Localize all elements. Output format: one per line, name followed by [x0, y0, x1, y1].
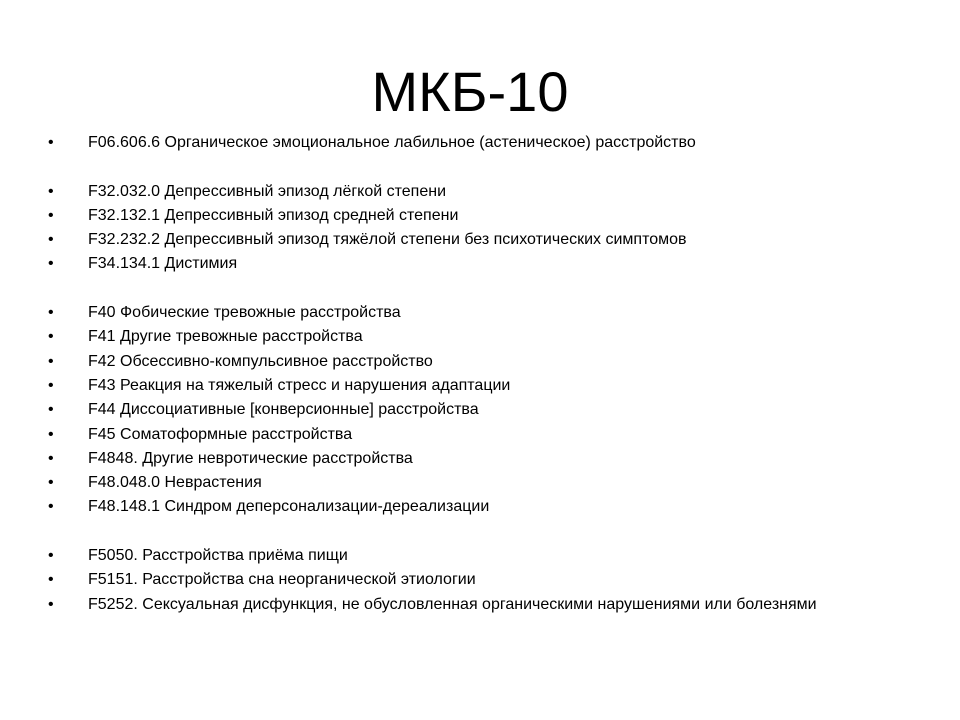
list-item-text: F5050. Расстройства приёма пищи [88, 547, 348, 565]
list-item [48, 423, 928, 447]
list-item-text: F44 Диссоциативные [конверсионные] расстройства [88, 401, 479, 419]
list-item-text: F32.132.1 Депрессивный эпизод средней степени [88, 206, 459, 224]
bullet-icon: • [48, 376, 54, 394]
list-item [48, 471, 928, 495]
list-item [48, 544, 928, 568]
list-item [48, 252, 928, 276]
list-item [48, 228, 928, 252]
list-spacer [48, 277, 928, 301]
list-item [48, 568, 928, 592]
list-item-text: F40 Фобические тревожные расстройства [88, 304, 401, 322]
list-item [48, 301, 928, 325]
icd-code-list [48, 131, 928, 617]
bullet-icon: • [48, 595, 54, 613]
list-item-text: F34.134.1 Дистимия [88, 255, 238, 273]
list-item-text: F48.048.0 Неврастения [88, 474, 262, 492]
bullet-icon: • [48, 352, 54, 370]
list-item-text: F48.148.1 Синдром деперсонализации-дереализации [88, 498, 490, 516]
bullet-icon: • [48, 449, 54, 467]
list-item-text: F43 Реакция на тяжелый стресс и нарушения адаптации [88, 376, 511, 394]
list-item-text: F5252. Сексуальная дисфункция, не обусловленная органическими нарушениями или болезнями [88, 595, 817, 613]
bullet-icon: • [48, 231, 54, 249]
list-item [48, 374, 928, 398]
bullet-icon: • [48, 134, 54, 151]
bullet-icon: • [48, 182, 54, 200]
bullet-icon: • [48, 304, 54, 322]
bullet-icon: • [48, 498, 54, 516]
list-item [48, 447, 928, 471]
bullet-icon: • [48, 328, 54, 346]
list-item [48, 131, 928, 155]
list-item-text: F32.232.2 Депрессивный эпизод тяжёлой степени без психотических симптомов [88, 231, 687, 249]
list-item [48, 495, 928, 519]
list-item-text: F06.606.6 Органическое эмоциональное лабильное (астеническое) расстройство [88, 134, 696, 151]
bullet-icon: • [48, 401, 54, 419]
list-spacer [48, 155, 928, 179]
list-item-text: F42 Обсессивно-компульсивное расстройство [88, 352, 433, 370]
bullet-icon: • [48, 571, 54, 589]
list-item [48, 350, 928, 374]
list-item-text: F41 Другие тревожные расстройства [88, 328, 363, 346]
list-item [48, 204, 928, 228]
bullet-icon: • [48, 547, 54, 565]
list-item [48, 180, 928, 204]
list-item-text: F5151. Расстройства сна неорганической этиологии [88, 571, 476, 589]
bullet-icon: • [48, 474, 54, 492]
list-spacer [48, 520, 928, 544]
slide-title: МКБ-10 [371, 60, 569, 123]
list-item-text: F4848. Другие невротические расстройства [88, 449, 413, 467]
list-item [48, 325, 928, 349]
list-item [48, 398, 928, 422]
bullet-icon: • [48, 255, 54, 273]
bullet-icon: • [48, 425, 54, 443]
list-item [48, 593, 928, 617]
list-item-text: F32.032.0 Депрессивный эпизод лёгкой степени [88, 182, 447, 200]
list-item-text: F45 Соматоформные расстройства [88, 425, 353, 443]
bullet-icon: • [48, 206, 54, 224]
